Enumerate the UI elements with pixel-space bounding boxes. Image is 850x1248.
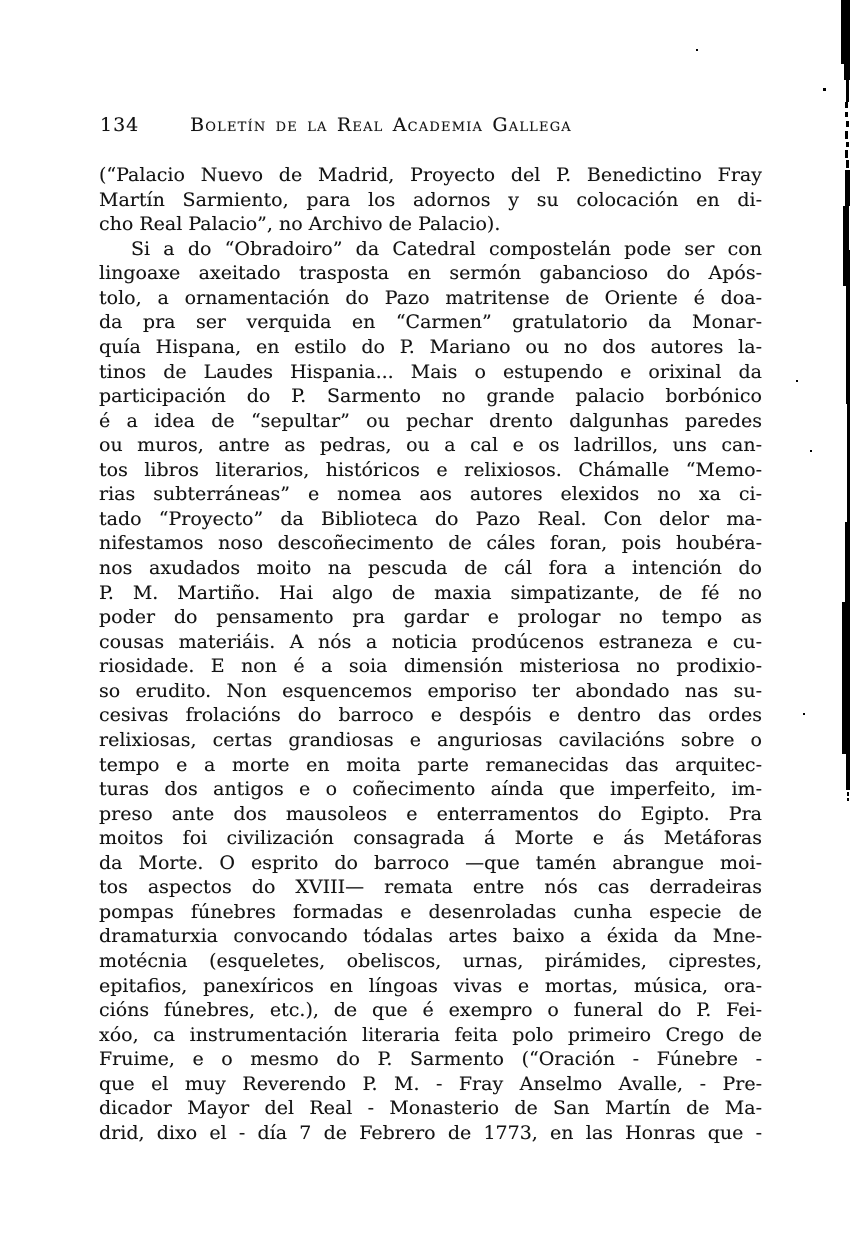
- text-line: nifestamos noso descoñecimento de cáles foran, pois houbéra-: [99, 532, 762, 555]
- scan-speck: [823, 88, 826, 91]
- text-line: so erudito. Non esquencemos emporiso ter abondado nas su-: [99, 679, 762, 702]
- scan-speck: [796, 380, 798, 382]
- text-line: tinos de Laudes Hispania... Mais o estupendo e orixinal da: [99, 360, 762, 383]
- text-line: motécnia (esqueletes, obeliscos, urnas, pirámides, ciprestes,: [99, 950, 762, 972]
- text-line: dicador Mayor del Real - Monasterio de San Martín de Ma-: [99, 1097, 762, 1120]
- text-line: moitos foi civilización consagrada á Morte e ás Metáforas: [99, 827, 762, 850]
- text-line: turas dos antigos e o coñecimento aínda que imperfeito, im-: [99, 778, 762, 801]
- paragraph: [99, 163, 762, 237]
- text-line: quía Hispana, en estilo do P. Mariano ou no dos autores la-: [99, 335, 762, 358]
- text-line: que el muy Reverendo P. M. - Fray Anselmo Avalle, - Pre-: [99, 1072, 762, 1095]
- text-line: da Morte. O esprito do barroco —que tamén abrangue moi-: [99, 851, 762, 874]
- text-line: da pra ser verquida en “Carmen” gratulatorio da Monar-: [99, 311, 762, 334]
- text-line: xóo, ca instrumentación literaria feita polo primeiro Crego de: [99, 1023, 762, 1046]
- page-number: 134: [100, 114, 140, 136]
- text-line: P. M. Martiño. Hai algo de maxia simpatizante, de fé no: [99, 581, 762, 604]
- text-line: (“Palacio Nuevo de Madrid, Proyecto del P. Benedictino Fray: [99, 164, 762, 186]
- text-line: drid, dixo el - día 7 de Febrero de 1773, en las Honras que -: [99, 1121, 762, 1144]
- text-line: cesivas frolacións do barroco e despóis e dentro das ordes: [99, 704, 762, 727]
- text-line: tolo, a ornamentación do Pazo matritense de Oriente é doa-: [99, 286, 762, 309]
- text-line: tos libros literarios, históricos e relixiosos. Chámalle “Memo-: [99, 458, 762, 481]
- text-line: poder do pensamento pra gardar e prologar no tempo as: [99, 606, 762, 629]
- text-line: tempo e a morte en moita parte remanecidas das arquitec-: [99, 753, 762, 776]
- scan-speck: [810, 450, 812, 452]
- text-line: relixiosas, certas grandiosas e anguriosas cavilacións sobre o: [99, 728, 762, 751]
- text-line: participación do P. Sarmento no grande palacio borbónico: [99, 385, 762, 408]
- text-line: riosidade. E non é a soia dimensión misteriosa no prodixio-: [99, 655, 762, 678]
- page-body: [99, 163, 762, 1146]
- text-line: cousas materiáis. A nós a noticia prodúcenos estraneza e cu-: [99, 630, 762, 653]
- text-line: é a idea de “sepultar” ou pechar drento dalgunhas paredes: [99, 409, 762, 432]
- paragraph: [99, 237, 762, 1146]
- text-line: preso ante dos mausoleos e enterramentos do Egipto. Pra: [99, 802, 762, 825]
- text-line: dramaturxia convocando tódalas artes baixo a éxida da Mne-: [99, 925, 762, 948]
- text-line: rias subterráneas” e nomea aos autores elexidos no xa ci-: [99, 483, 762, 506]
- scan-speck: [696, 49, 698, 51]
- scan-speck: [803, 713, 805, 715]
- text-line: Martín Sarmiento, para los adornos y su colocación en di-: [99, 188, 762, 211]
- text-line: epitafios, panexíricos en língoas vivas e mortas, música, ora-: [99, 974, 762, 997]
- text-line: lingoaxe axeitado trasposta en sermón gabancioso do Após-: [99, 262, 762, 285]
- text-line: cho Real Palacio”, no Archivo de Palacio).: [99, 213, 501, 236]
- text-line: cións fúnebres, etc.), de que é exempro o funeral do P. Fei-: [99, 999, 762, 1022]
- text-line: Si a do “Obradoiro” da Catedral compostelán pode ser con: [131, 237, 762, 260]
- text-line: nos axudados moito na pescuda de cál fora a intención do: [99, 557, 762, 579]
- text-line: ou muros, antre as pedras, ou a cal e os ladrillos, uns can-: [99, 434, 762, 457]
- text-line: Fruime, e o mesmo do P. Sarmento (“Oración - Fúnebre -: [99, 1048, 762, 1071]
- text-line: pompas fúnebres formadas e desenroladas cunha especie de: [99, 900, 762, 923]
- text-line: tos aspectos do XVIII— remata entre nós cas derradeiras: [99, 876, 762, 899]
- page-header: [0, 114, 850, 140]
- text-line: tado “Proyecto” da Biblioteca do Pazo Real. Con delor ma-: [99, 507, 762, 530]
- running-title: Boletín de la Real Academia Gallega: [190, 114, 572, 136]
